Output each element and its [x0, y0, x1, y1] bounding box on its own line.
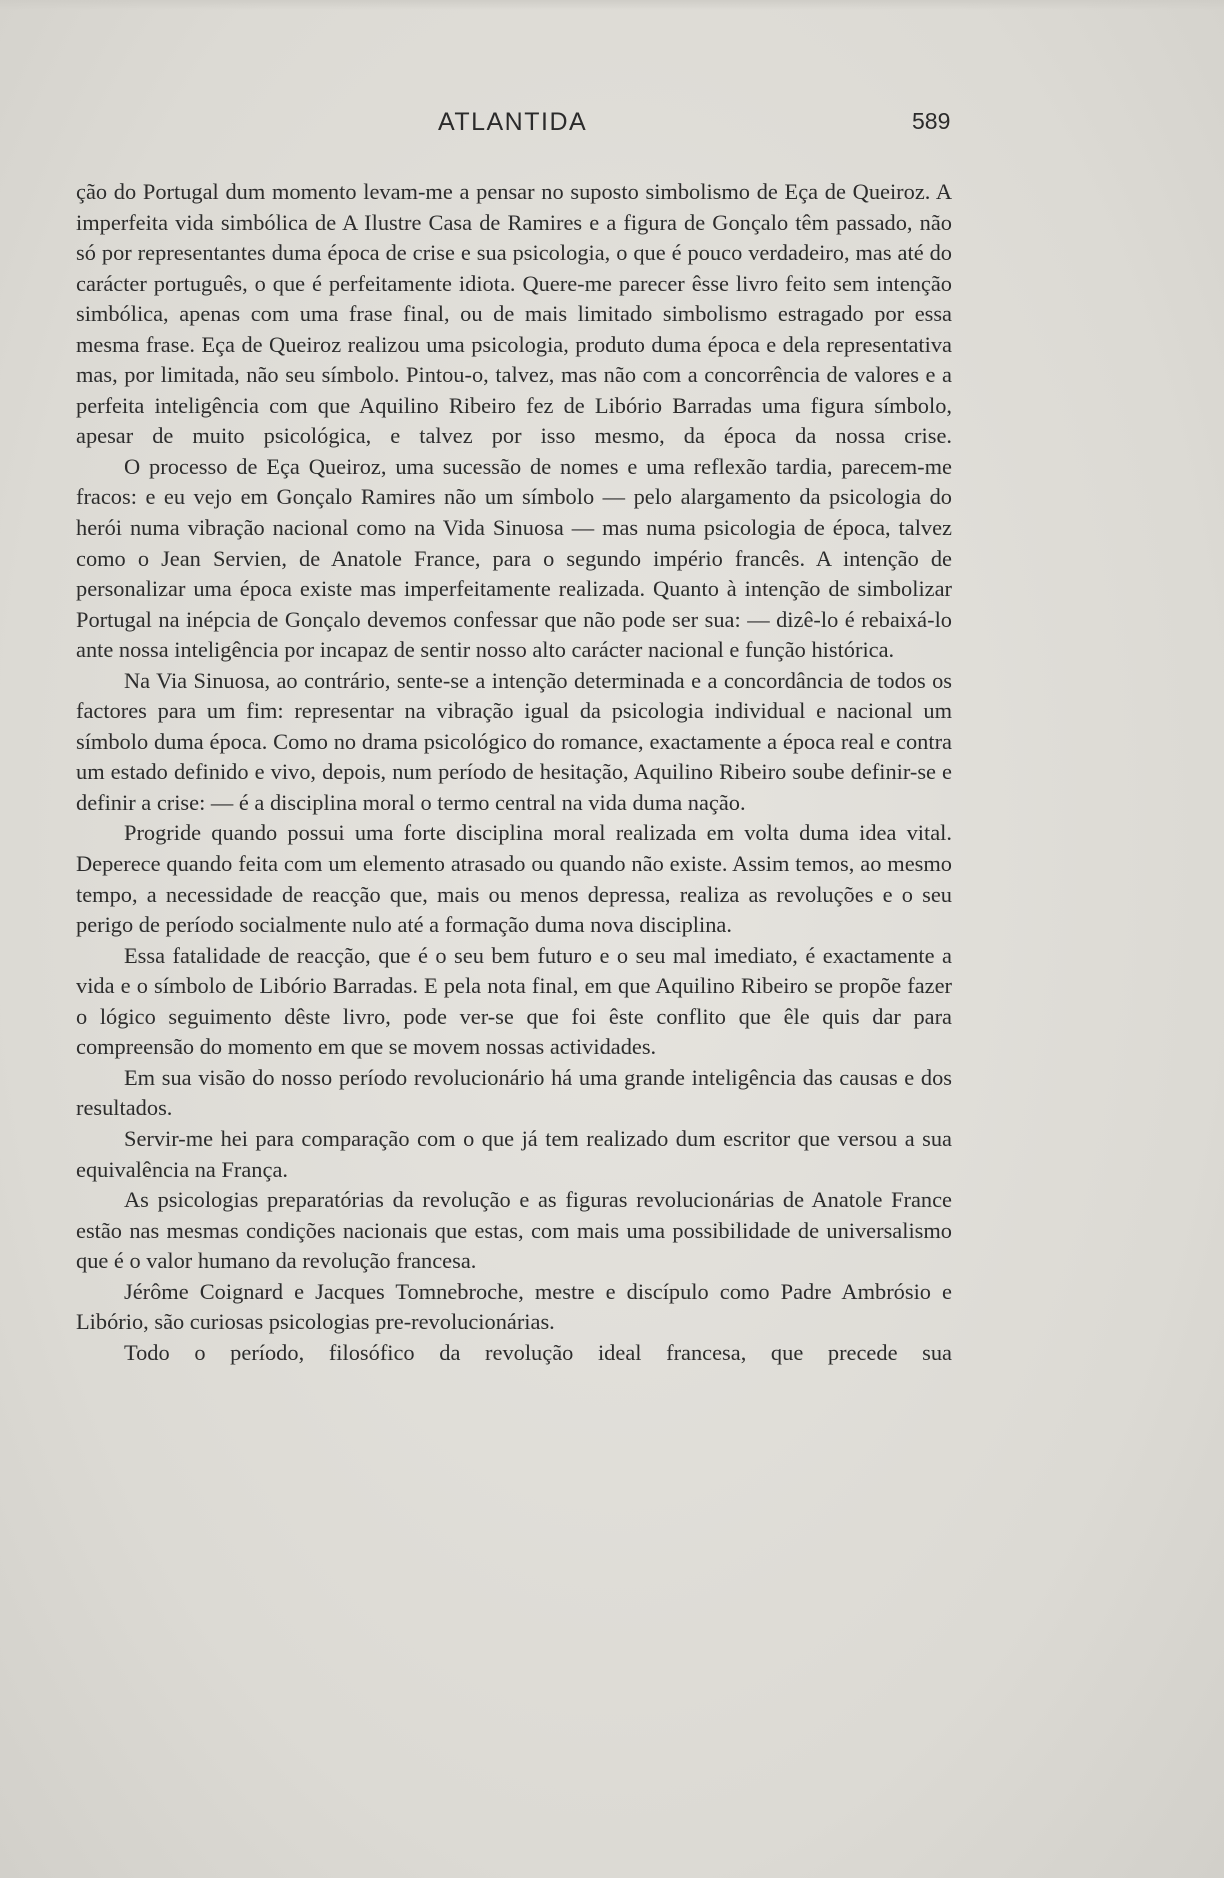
page-edge-shadow [0, 0, 1224, 10]
paragraph-4: Progride quando possui uma forte disciplina moral realizada em volta duma idea vital. Deperece quando feita com um elemento atrasado ou quando não existe. Assim temos, ao mesmo tempo, a necessidade de reacção que, mais ou menos depressa, realiza as revoluções e o seu perigo de período socialmente nulo até a formação duma nova disciplina. [76, 820, 952, 938]
paragraph-5: Essa fatalidade de reacção, que é o seu bem futuro e o seu mal imediato, é exactamente a vida e o símbolo de Libório Barradas. E pela nota final, em que Aquilino Ribeiro se propõe fazer o lógico seguimento dêste livro, pode ver-se que foi êste conflito que êle quis dar para compreensão do momento em que se movem nossas actividades. [76, 942, 952, 1060]
paragraph-7: Servir-me hei para comparação com o que já tem realizado dum escritor que versou a sua equivalência na França. [76, 1125, 952, 1182]
running-head: ATLANTIDA [438, 108, 588, 136]
paragraph-10: Todo o período, filosófico da revolução ideal francesa, que precede sua [124, 1339, 952, 1365]
paragraph-9: Jérôme Coignard e Jacques Tomnebroche, mestre e discípulo como Padre Ambrósio e Libório, são curiosas psicologias pre-revolucionárias. [76, 1278, 952, 1335]
paragraph-6: Em sua visão do nosso período revolucionário há uma grande inteligência das causas e dos resultados. [76, 1064, 952, 1121]
paragraph-8: As psicologias preparatórias da revolução e as figuras revolucionárias de Anatole France estão nas mesmas condições nacionais que estas, com mais uma possibilidade de universalismo que é o valor humano da revolução francesa. [76, 1187, 952, 1274]
body-text [76, 177, 952, 1368]
paragraph-2: O processo de Eça Queiroz, uma sucessão de nomes e uma reflexão tardia, parecem-me fracos: e eu vejo em Gonçalo Ramires não um símbolo — pelo alargamento da psicologia do herói numa vibração nacional como na Vida Sinuosa — mas numa psicologia de época, talvez como o Jean Servien, de Anatole France, para o segundo império francês. A intenção de personalizar uma época existe mas imperfeitamente realizada. Quanto à intenção de simbolizar Portugal na inépcia de Gonçalo devemos confessar que não pode ser sua: — dizê-lo é rebaixá-lo ante nossa inteligência por incapaz de sentir nosso alto carácter nacional e função histórica. [76, 453, 952, 663]
paragraph-1: ção do Portugal dum momento levam-me a pensar no suposto simbolismo de Eça de Queiroz. A imperfeita vida simbólica de A Ilustre Casa de Ramires e a figura de Gonçalo têm passado, não só por representantes duma época de crise e sua psicologia, o que é pouco verdadeiro, mas até do carácter português, o que é perfeitamente idiota. Quere-me parecer êsse livro feito sem intenção simbólica, apenas com uma frase final, ou de mais limitado simbolismo estragado por essa mesma frase. Eça de Queiroz realizou uma psicologia, produto duma época e dela representativa mas, por limitada, não seu símbolo. Pintou-o, talvez, mas não com a concorrência de valores e a perfeita inteligência com que Aquilino Ribeiro fez de Libório Barradas uma figura símbolo, apesar de muito psicológica, e talvez por isso mesmo, da época da nossa crise. [76, 179, 952, 449]
page-header [0, 108, 1224, 144]
paragraph-3: Na Via Sinuosa, ao contrário, sente-se a intenção determinada e a concordância de todos os factores para um fim: representar na vibração igual da psicologia individual e nacional um símbolo duma época. Como no drama psicológico do romance, exactamente a época real e contra um estado definido e vivo, depois, num período de hesitação, Aquilino Ribeiro soube definir-se e definir a crise: — é a disciplina moral o termo central na vida duma nação. [76, 667, 952, 815]
page-number: 589 [912, 108, 951, 134]
